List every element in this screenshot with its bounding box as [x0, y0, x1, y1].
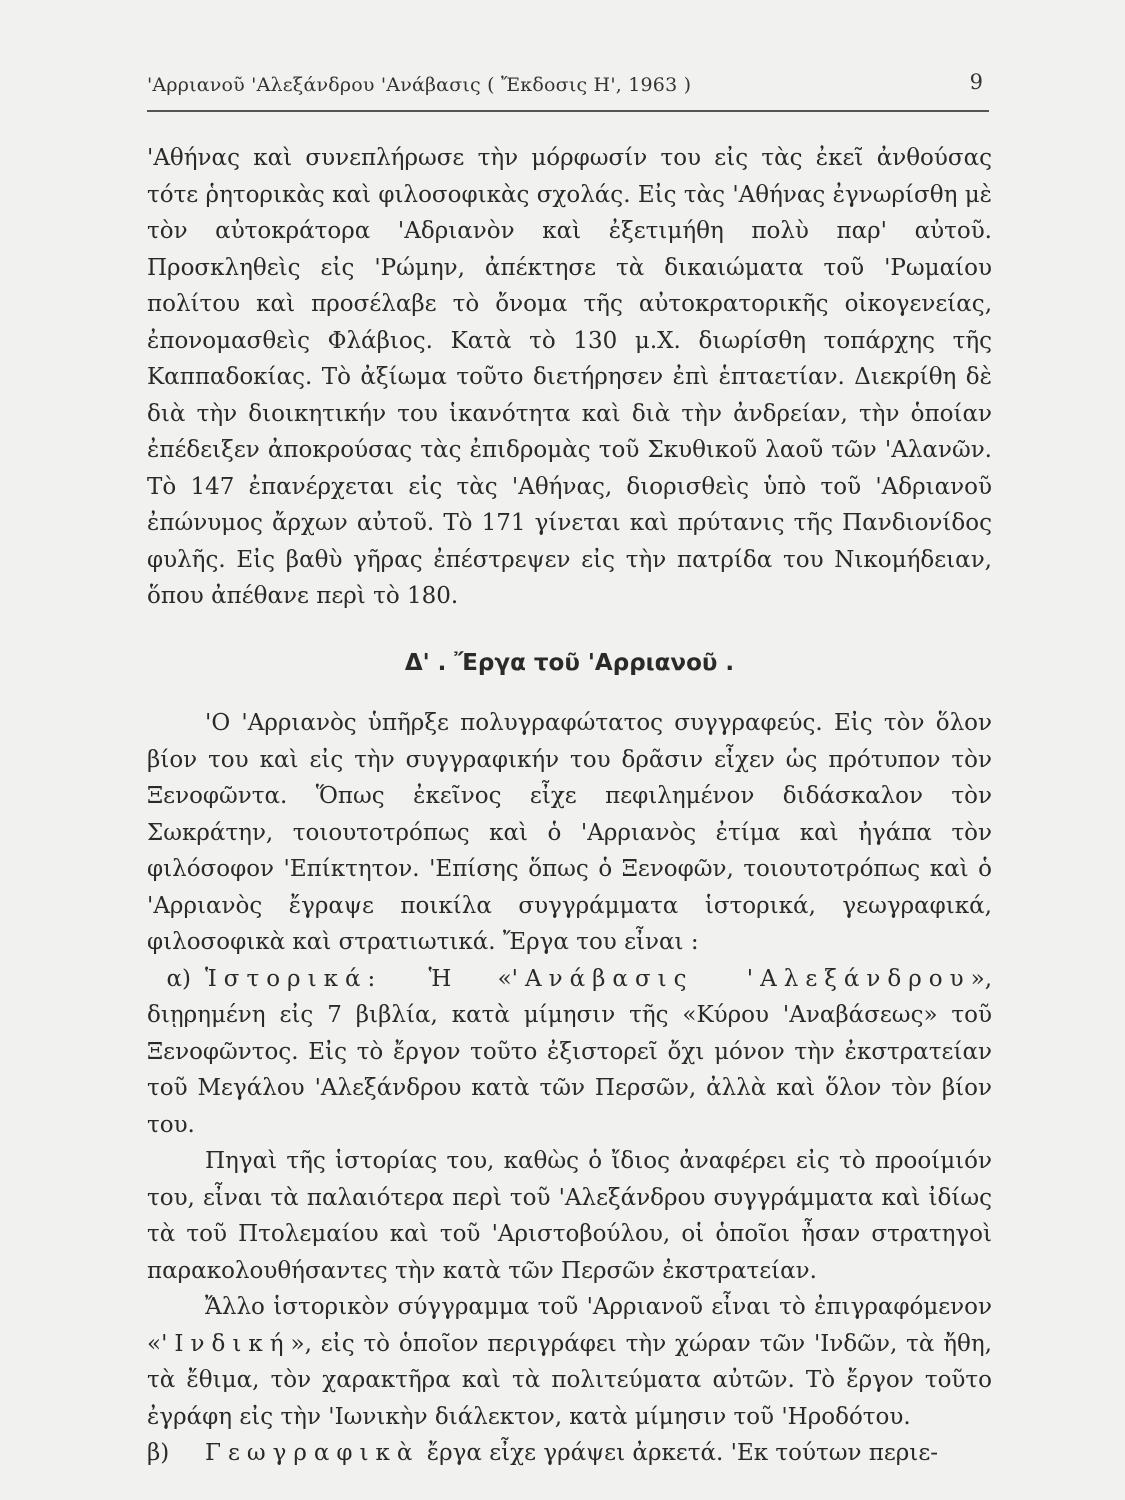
category-geographical: Γεωγραφικὰ [205, 1440, 420, 1466]
text-fragment: ἔργα εἶχε γράψει ἀρκετά. 'Εκ τούτων περιε- [419, 1440, 939, 1466]
paragraph-works-intro: 'Ο 'Αρριανὸς ὑπῆρξε πολυγραφώτατος συγγραφεύς. Εἰς τὸν ὅλον βίον του καὶ εἰς τὴν συγγραφικήν του δρᾶσιν εἶχεν ὡς πρότυπον τὸν Ξενοφῶντα. Ὅπως ἐκεῖνος εἶχε πεφιλημένον διδάσκαλον τὸν Σωκράτην, τοιουτοτρόπως καὶ ὁ 'Αρριανὸς ἐτίμα καὶ ἠγάπα τὸν φιλόσοφον 'Επίκτητον. 'Επίσης ὅπως ὁ Ξενοφῶν, τοιουτοτρόπως καὶ ὁ 'Αρριανὸς ἔγραψε ποικίλα συγγράμματα ἱστορικά, γεωγραφικά, φιλοσοφικὰ καὶ στρατιωτικά. Ἔργα του εἶναι : [147, 710, 992, 955]
body-text [147, 140, 992, 1472]
text-fragment: Ἡ « [382, 965, 512, 992]
text-fragment: Ἄλλο ἱστορικὸν σύγγραμμα τοῦ 'Αρριανοῦ εἶναι τὸ ἐπιγραφόμενον « [147, 1294, 992, 1357]
item-label-a: α) [166, 965, 191, 992]
header-title: 'Αρριανοῦ 'Αλεξάνδρου 'Ανάβασις ( Ἔκδοσις Η', 1963 ) [147, 74, 692, 96]
work-title-anabasis: 'Ανάβασις 'Αλεξάνδρου [511, 965, 971, 992]
paragraph-sources: Πηγαὶ τῆς ἱστορίας του, καθὼς ὁ ἴδιος ἀναφέρει εἰς τὸ προοίμιόν του, εἶναι τὰ παλαιότερα περὶ τοῦ 'Αλεξάνδρου συγγράμματα καὶ ἰδίως τὰ τοῦ Πτολεμαίου καὶ τοῦ 'Αριστοβούλου, οἱ ὁποῖοι ἦσαν στρατηγοὶ παρακολουθήσαντες τὴν κατὰ τῶν Περσῶν ἐκστρατείαν. [147, 1148, 992, 1284]
category-historical: Ἱστορικά: [205, 965, 383, 992]
running-header [147, 70, 989, 112]
paragraph-biography: 'Αθήνας καὶ συνεπλήρωσε τὴν μόρφωσίν του εἰς τὰς ἐκεῖ ἀνθούσας τότε ῥητορικὰς καὶ φιλοσοφικὰς σχολάς. Εἰς τὰς 'Αθήνας ἐγνωρίσθη μὲ τὸν αὐτοκράτορα 'Αδριανὸν καὶ ἐξετιμήθη πολὺ παρ' αὐτοῦ. Προσκληθεὶς εἰς 'Ρώμην, ἀπέκτησε τὰ δικαιώματα τοῦ 'Ρωμαίου πολίτου καὶ προσέλαβε τὸ ὄνομα τῆς αὐτοκρατορικῆς οἰκογενείας, ἐπονομασθεὶς Φλάβιος. Κατὰ τὸ 130 μ.Χ. διωρίσθη τοπάρχης τῆς Καππαδοκίας. Τὸ ἀξίωμα τοῦτο διετήρησεν ἐπὶ ἑπταετίαν. Διεκρίθη δὲ διὰ τὴν διοικητικήν του ἱκανότητα καὶ διὰ τὴν ἀνδρείαν, τὴν ὁποίαν ἐπέδειξεν ἀποκρούσας τὰς ἐπιδρομὰς τοῦ Σκυθικοῦ λαοῦ τῶν 'Αλανῶν. Τὸ 147 ἐπανέρχεται εἰς τὰς 'Αθήνας, διορισθεὶς ὑπὸ τοῦ 'Αδριανοῦ ἐπώνυμος ἄρχων αὐτοῦ. Τὸ 171 γίνεται καὶ πρύτανις τῆς Πανδιονίδος φυλῆς. Εἰς βαθὺ γῆρας ἐπέστρεψεν εἰς τὴν πατρίδα του Νικομήδειαν, ὅπου ἀπέθανε περὶ τὸ 180. [147, 145, 992, 609]
paragraph-historical [147, 961, 992, 1144]
page-number: 9 [969, 70, 983, 94]
paragraph-indica [147, 1289, 992, 1435]
item-label-b: β) [147, 1440, 170, 1466]
section-heading: Δ' . Ἔργα τοῦ 'Αρριανοῦ . [404, 649, 735, 676]
text-fragment: », εἰς τὸ ὁποῖον περιγράφει τὴν χώραν τῶν 'Ινδῶν, τὰ ἤθη, τὰ ἔθιμα, τὸν χαρακτῆρα καὶ τὰ πολιτεύματα αὐτῶν. Τὸ ἔργον τοῦτο ἐγράφη εἰς τὴν 'Ιωνικὴν διάλεκτον, κατὰ μίμησιν τοῦ 'Ηροδότου. [147, 1330, 992, 1430]
paragraph-geographical [147, 1435, 992, 1472]
work-title-indica: 'Ινδική [161, 1330, 291, 1357]
text-fragment: », διῃρημένη εἰς 7 βιβλία, κατὰ μίμησιν τῆς «Κύρου 'Αναβάσεως» τοῦ Ξενοφῶντος. Εἰς τὸ ἔργον τοῦτο ἐξιστορεῖ ὄχι μόνον τὴν ἐκστρατείαν τοῦ Μεγάλου 'Αλεξάνδρου κατὰ τῶν Περσῶν, ἀλλὰ καὶ ὅλον τὸν βίον του. [147, 965, 993, 1138]
